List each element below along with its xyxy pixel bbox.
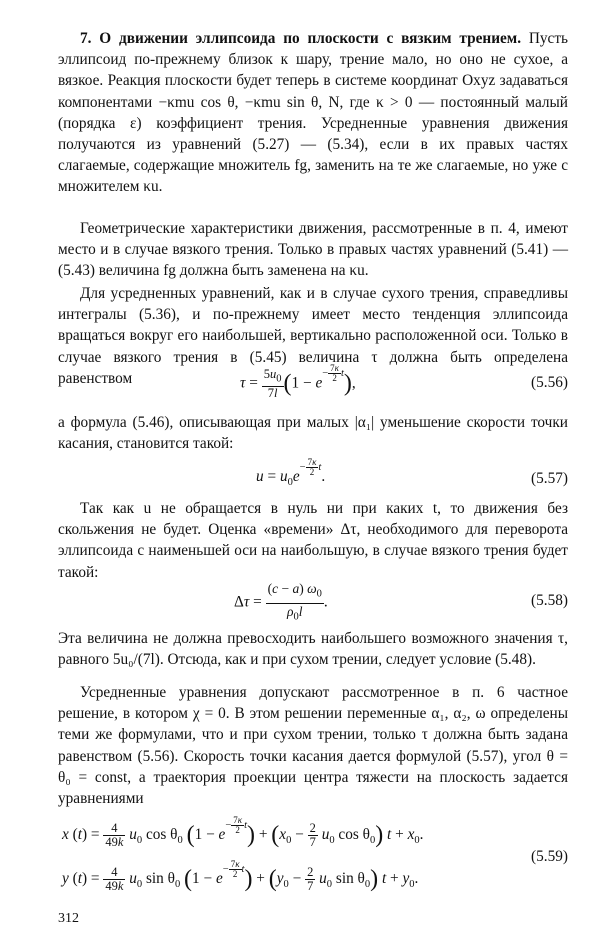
equation-5-56-expression: τ = $\frac{5u_0}{7l}$ $(1 - e^{- \frac{7\kappa}{2} t})$, [240,363,356,400]
paragraph-5: Так как u не обращается в нуль ни при каких t, то движения без скольжения не будет. Оценка «времени» Δτ, необходимого для переворота эллипсоида с наименьшей оси на наибольшую, в случае вязкого трения будет такой: [58,500,568,581]
equation-5-56-number: (5.56) [531,374,568,391]
section-heading: 7. О движении эллипсоида по плоскости с вязким трением. [80,30,522,47]
equation-5-59-y: y (t) = $\frac{4}{49k}$ $u_0$ $\sin \theta_0$ $(1 - e^{- \frac{7\kappa}{2} t}) + (y_0$ − $\frac{2}{7}$ $u_0$ $\sin \theta_0$) $t + y_0$. [62,859,419,893]
page-number: 312 [58,911,79,926]
paragraph-1-text: Пусть эллипсоид по-прежнему близок к шару, трение мало, но оно не сухое, а вязкое. Реакция плоскости будет теперь в системе координат Oxyz задаваться компонентами −κmu cos θ, −κmu sin θ, N, где κ > 0 — постоянный малый (порядка ε) коэффициент трения. Усредненные уравнения движения получаются из уравнений (5.27) — (5.34), если в их правых частях слагаемые, содержащие множитель fg, заменить на те же слагаемые, но уже с множителем κu. [58,30,569,196]
paragraph-6: Эта величина не должна превосходить наибольшего возможного значения τ, равного 5u₀/(7l). Отсюда, как и при сухом трении, следует условие (5.48). [58,630,568,669]
paragraph-section-7 [58,28,568,198]
equation-5-58 [58,578,568,622]
equation-5-58-expression: Δτ = $\frac{(c - a) \omega_0}{\rho_0l}$ . [234,581,328,623]
equation-5-59-number: (5.59) [531,848,568,865]
paragraph-3: Для усредненных уравнений, как и в случае сухого трения, справедливы интегралы (5.36), и по-прежнему имеет место тенденция эллипсоида вращаться вокруг его наибольшей, вертикально расположенной оси. Только в случае вязкого трения в (5.45) величина τ должна быть определена равенством [58,285,568,387]
paragraph-4: а формула (5.46), описывающая при малых |α₁| уменьшение скорости точки касания, становится такой: [58,414,568,453]
equation-5-56 [58,362,568,404]
equation-5-57-expression: $u = u_0e^{- \frac{7\kappa}{2} t}$. [256,457,326,489]
paragraph-2: Геометрические характеристики движения, рассмотренные в п. 4, имеют место и в случае вязкого трения. Только в правых частях уравнений (5.41) — (5.43) величина fg должна быть заменена на κu. [58,220,568,280]
paragraph-7: Усредненные уравнения допускают рассмотренное в п. 6 частное решение, в котором χ = 0. В этом решении переменные α₁, α₂, ω определены теми же формулами, что и при сухом трении, только τ должна быть задана равенством (5.56). Скорость точки касания дается формулой (5.57), угол θ = θ₀ = const, а траектория проекции центра тяжести на плоскость задается уравнениями [58,684,568,808]
equation-5-57-number: (5.57) [531,470,568,487]
equation-5-58-number: (5.58) [531,592,568,609]
equation-5-59 [58,815,568,906]
equation-5-59-x: x (t) = $\frac{4}{49k}$ $u_0$ $\cos \theta_0$ $(1 - e^{- \frac{7\kappa}{2} t}) + (x_0$ − $\frac{2}{7}$ $u_0$ $\cos \theta_0$) $t + x_0$. [62,815,424,849]
equation-5-57 [58,454,568,494]
